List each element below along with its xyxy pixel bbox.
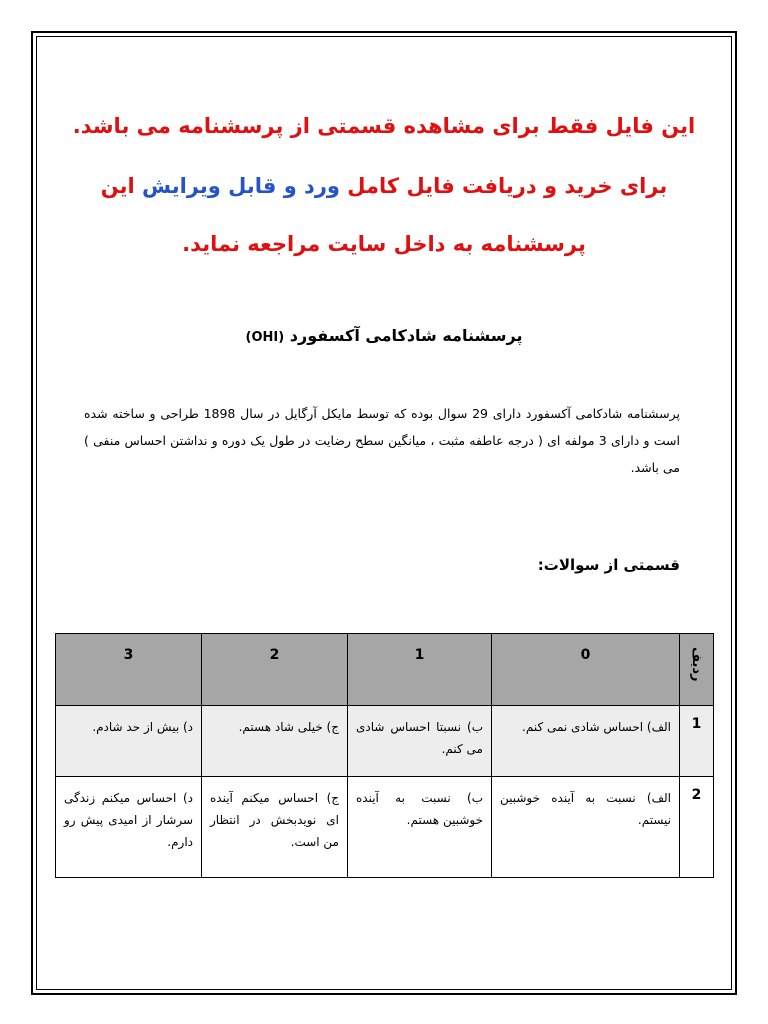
- document-title-text: پرسشنامه شادکامی آکسفورد: [289, 326, 523, 345]
- answer-cell: د) احساس میکنم زندگی سرشار از امیدی پیش رو دارم.: [56, 777, 202, 878]
- table-header-row: [56, 634, 714, 706]
- document-title-abbrev: (OHI): [245, 330, 285, 345]
- document-title: [60, 326, 708, 345]
- answer-cell: ج) احساس میکنم آینده ای نویدبخش در انتظار من است.: [202, 777, 348, 878]
- notice-line-2-highlight: ورد و قابل ویرایش: [142, 174, 340, 198]
- answer-cell: د) بیش از حد شادم.: [56, 706, 202, 777]
- header-col-3: 3: [56, 634, 202, 706]
- answer-cell: ب) نسبت به آینده خوشبین هستم.: [348, 777, 492, 878]
- notice-line-1-text: این فایل فقط برای مشاهده قسمتی از پرسشنامه می باشد.: [72, 114, 696, 138]
- row-number: 2: [680, 777, 714, 878]
- table-row: [56, 777, 714, 878]
- answer-cell: ب) نسبتا احساس شادی می کنم.: [348, 706, 492, 777]
- notice-line-2: [60, 174, 708, 198]
- row-number: 1: [680, 706, 714, 777]
- answer-cell: الف) نسبت به آینده خوشبین نیستم.: [492, 777, 680, 878]
- questions-table: [55, 633, 714, 878]
- table-row: [56, 706, 714, 777]
- notice-line-1: [60, 114, 708, 138]
- notice-line-2-start: برای خرید و دریافت فایل کامل: [339, 174, 668, 198]
- header-col-0: 0: [492, 634, 680, 706]
- notice-line-3-text: پرسشنامه به داخل سایت مراجعه نماید.: [182, 232, 586, 256]
- header-row-index: ردیف: [680, 634, 714, 706]
- header-col-2: 2: [202, 634, 348, 706]
- header-col-1: 1: [348, 634, 492, 706]
- answer-cell: ج) خیلی شاد هستم.: [202, 706, 348, 777]
- answer-cell: الف) احساس شادی نمی کنم.: [492, 706, 680, 777]
- notice-line-3: [60, 232, 708, 256]
- intro-paragraph: پرسشنامه شادکامی آکسفورد دارای 29 سوال بوده که توسط مایکل آرگایل در سال 1898 طراحی و ساخته شده است و دارای 3 مولفه ای ( درجه عاطفه مثبت ، میانگین سطح رضایت در طول یک دوره و نداشتن احساس منفی ) می باشد.: [84, 406, 680, 475]
- section-heading: قسمتی از سوالات:: [537, 556, 680, 574]
- notice-line-2-end: این: [100, 174, 143, 198]
